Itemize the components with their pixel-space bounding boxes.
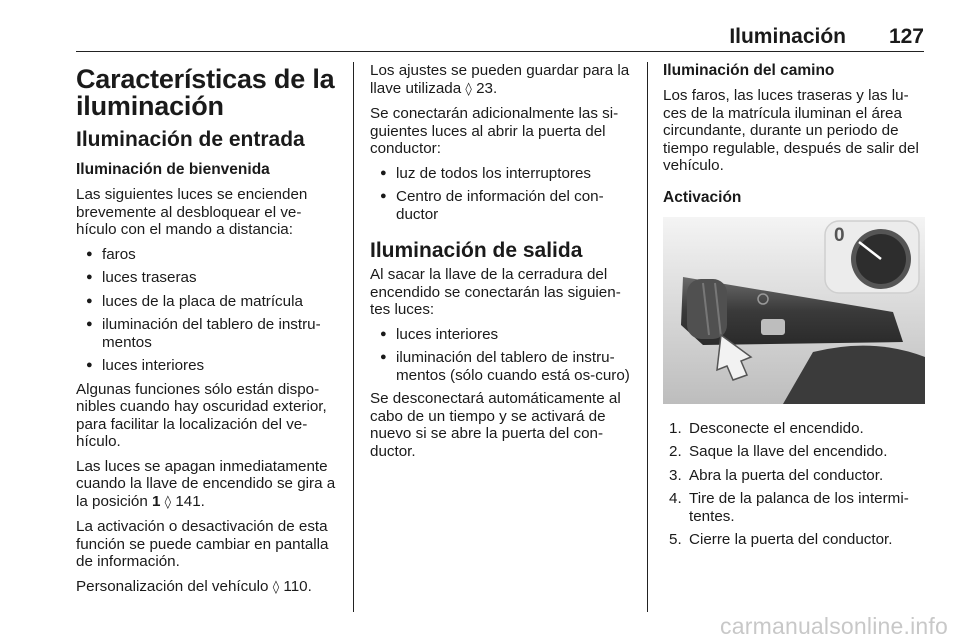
section-heading-salida: Iluminación de salida bbox=[370, 239, 583, 262]
page-ref-link[interactable]: 23. bbox=[471, 79, 498, 97]
list-item: ● faros bbox=[76, 246, 338, 264]
subheading-bienvenida: Iluminación de bienvenida bbox=[76, 161, 270, 178]
list-item: ● iluminación del tablero de instru-mentos (sólo cuando está os-curo) bbox=[370, 349, 632, 384]
list-item: ● luces interiores bbox=[76, 357, 338, 375]
door-lights-paragraph: Se conectarán adicionalmente las si-guientes luces al abrir la puerta del conductor: bbox=[370, 105, 619, 157]
column-divider-right bbox=[647, 62, 648, 612]
intro-paragraph: Las siguientes luces se encienden brevemente al desbloquear el ve-hículo con el mando a distancia: bbox=[76, 186, 308, 238]
flash-button bbox=[761, 319, 785, 335]
column-divider-left bbox=[353, 62, 354, 612]
personalization-paragraph: Personalización del vehículo ◊ 110. bbox=[76, 577, 312, 595]
page-ref-arrow-icon: ◊ bbox=[164, 494, 172, 510]
column-2 bbox=[370, 62, 632, 467]
exit-lights-paragraph: Al sacar la llave de la cerradura del encendido se conectarán las siguien-tes luces: bbox=[370, 266, 621, 318]
page-number: 127 bbox=[888, 25, 924, 48]
list-item: 2. Saque la llave del encendido. bbox=[669, 443, 888, 460]
page-ref-link[interactable]: 110. bbox=[279, 577, 312, 595]
key-settings-paragraph: Los ajustes se pueden guardar para la llave utilizada ◊ 23. bbox=[370, 62, 630, 97]
page-header bbox=[76, 22, 924, 52]
column-3 bbox=[663, 62, 925, 555]
list-item: 4. Tire de la palanca de los intermi-tentes. bbox=[669, 490, 909, 525]
list-item: 5. Cierre la puerta del conductor. bbox=[669, 531, 893, 548]
page-ref-arrow-icon: ◊ bbox=[465, 81, 472, 97]
path-lighting-paragraph: Los faros, las luces traseras y las lu-ces de la matrícula iluminan el área circundante, durante un periodo de tiempo regulable, después de salir del vehículo. bbox=[663, 87, 919, 174]
key-position: 1 bbox=[151, 492, 161, 510]
list-item: ● luz de todos los interruptores bbox=[370, 165, 632, 183]
subheading-activacion: Activación bbox=[663, 188, 742, 206]
door-lights-list bbox=[370, 165, 632, 224]
section-title: Iluminación bbox=[729, 25, 846, 48]
page-ref-link[interactable]: 141. bbox=[171, 492, 205, 510]
exit-lights-list bbox=[370, 326, 632, 385]
list-item: ● iluminación del tablero de instru-mentos bbox=[76, 316, 338, 351]
turn-signal-lever-illustration bbox=[663, 217, 925, 404]
list-item: ● luces de la placa de matrícula bbox=[76, 293, 338, 311]
settings-paragraph: La activación o desactivación de esta función se puede cambiar en pantalla de información. bbox=[76, 518, 329, 570]
list-item: 1. Desconecte el encendido. bbox=[669, 419, 864, 437]
list-item: ● Centro de información del con-ductor bbox=[370, 188, 632, 223]
header-rule bbox=[76, 51, 924, 52]
darkness-paragraph: Algunas funciones sólo están dispo-nibles cuando hay oscuridad exterior, para facilitar la localización del ve-hículo. bbox=[76, 380, 327, 450]
section-heading-entrada: Iluminación de entrada bbox=[76, 128, 305, 151]
column-1 bbox=[76, 62, 338, 603]
list-item: ● luces interiores bbox=[370, 326, 632, 344]
knob-position-label: 0 bbox=[834, 224, 845, 246]
page-ref-arrow-icon: ◊ bbox=[272, 579, 280, 595]
list-item: ● luces traseras bbox=[76, 269, 338, 287]
welcome-lights-list bbox=[76, 246, 338, 375]
subheading-camino: Iluminación del camino bbox=[663, 62, 835, 79]
auto-off-paragraph: Se desconectará automáticamente al cabo de un tiempo y se activará de nuevo si se abre la puerta del con-ductor. bbox=[370, 390, 621, 460]
watermark: carmanualsonline.info bbox=[720, 613, 948, 639]
list-item: 3. Abra la puerta del conductor. bbox=[669, 466, 884, 484]
chapter-heading: Características de la iluminación bbox=[76, 64, 335, 121]
switch-off-paragraph: Las luces se apagan inmediatamente cuando la llave de encendido se gira a la posición 1 ◊ 141. bbox=[76, 457, 336, 510]
activation-steps bbox=[663, 420, 925, 549]
